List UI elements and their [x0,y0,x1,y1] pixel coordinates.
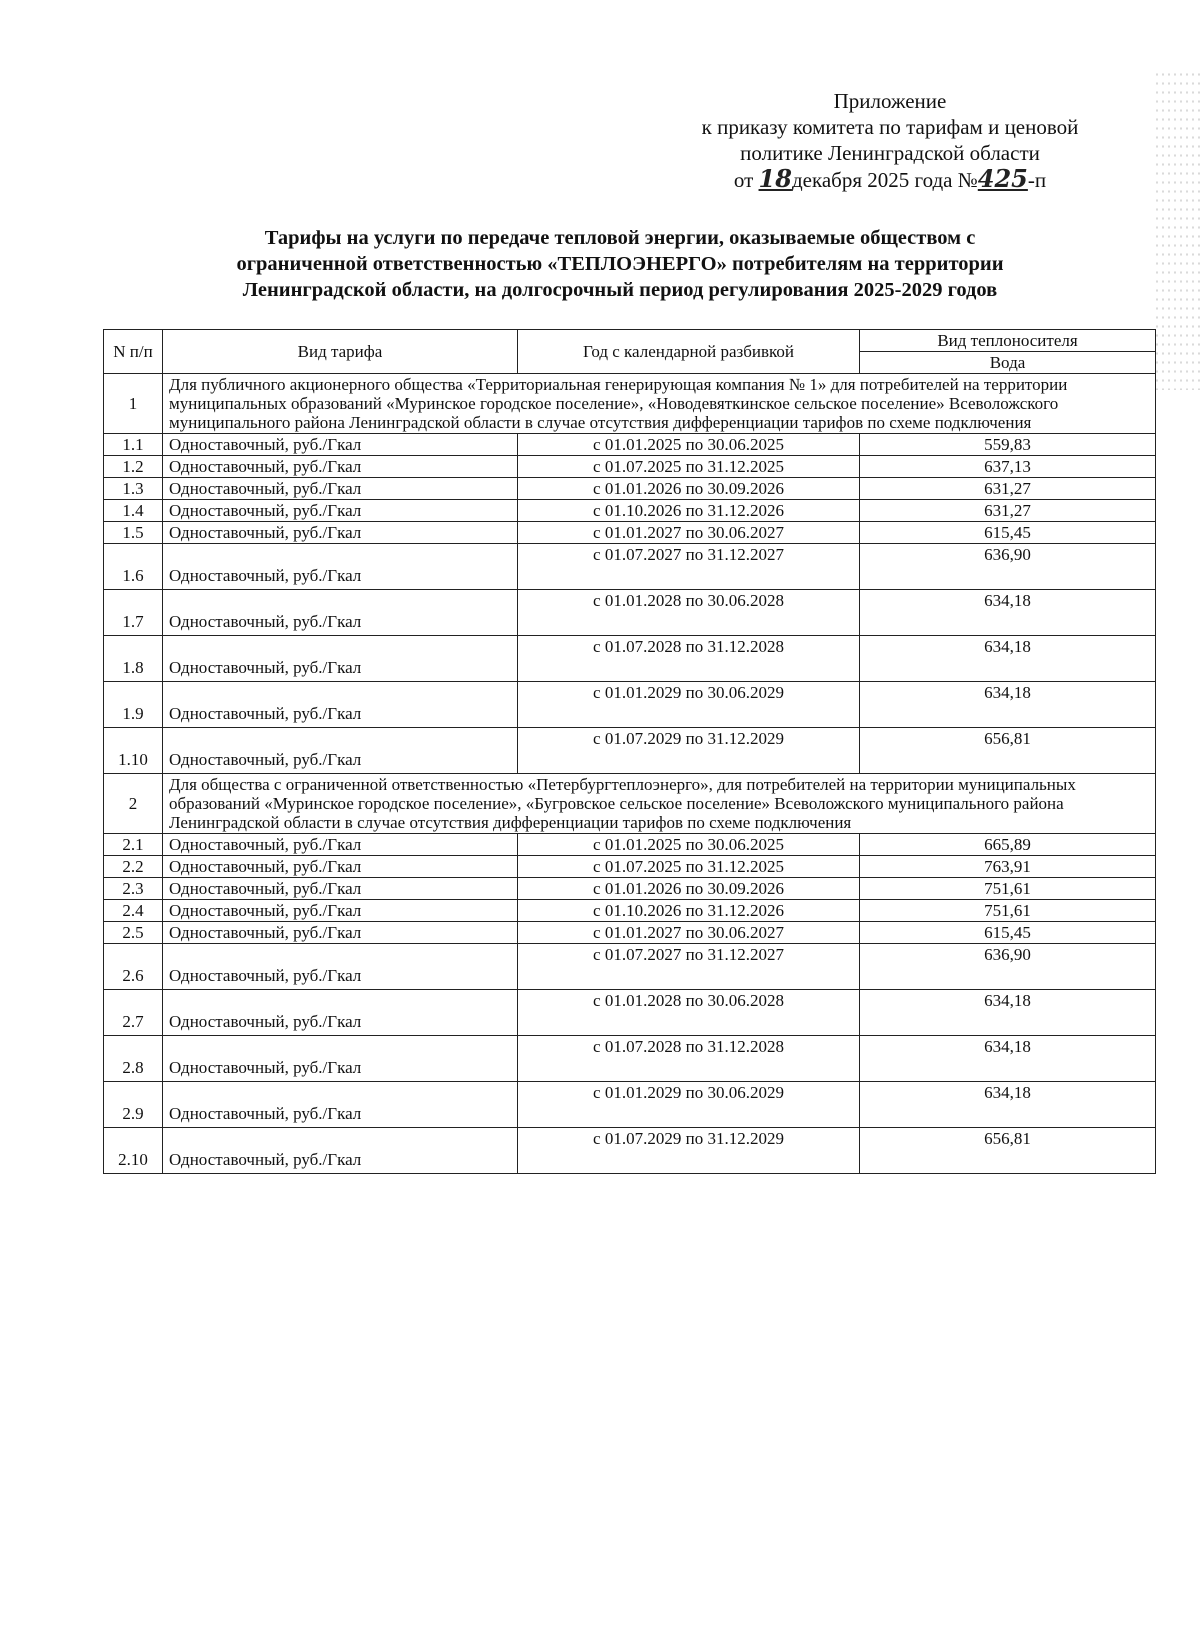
table-row [104,922,1156,944]
row-value: 559,83 [860,434,1156,456]
handwritten-number: 425 [977,164,1028,193]
row-value: 656,81 [860,1128,1156,1174]
row-period: с 01.07.2027 по 31.12.2027 [518,944,860,990]
row-period: с 01.01.2025 по 30.06.2025 [518,434,860,456]
row-value: 763,91 [860,856,1156,878]
row-num: 1.4 [104,500,163,522]
table-row [104,434,1156,456]
date-middle: декабря 2025 года № [791,168,978,192]
row-tariff-type: Одноставочный, руб./Гкал [163,1036,518,1082]
row-period: с 01.07.2027 по 31.12.2027 [518,544,860,590]
row-tariff-type: Одноставочный, руб./Гкал [163,522,518,544]
table-row [104,1082,1156,1128]
table-row [104,944,1156,990]
row-num: 2.3 [104,878,163,900]
row-num: 2.7 [104,990,163,1036]
row-tariff-type: Одноставочный, руб./Гкал [163,990,518,1036]
row-tariff-type: Одноставочный, руб./Гкал [163,544,518,590]
row-value: 636,90 [860,544,1156,590]
row-value: 634,18 [860,590,1156,636]
table-row [104,478,1156,500]
row-period: с 01.01.2026 по 30.09.2026 [518,878,860,900]
row-tariff-type: Одноставочный, руб./Гкал [163,856,518,878]
row-value: 634,18 [860,682,1156,728]
row-num: 2.1 [104,834,163,856]
row-value: 751,61 [860,900,1156,922]
row-num: 2.10 [104,1128,163,1174]
date-suffix: -п [1027,168,1047,192]
row-tariff-type: Одноставочный, руб./Гкал [163,1128,518,1174]
row-period: с 01.07.2025 по 31.12.2025 [518,456,860,478]
row-tariff-type: Одноставочный, руб./Гкал [163,478,518,500]
header-period: Год с календарной разбивкой [518,330,860,374]
header-carrier-water: Вода [860,352,1156,374]
section-row [104,774,1156,834]
scan-noise-edge [1154,70,1200,390]
row-num: 2.9 [104,1082,163,1128]
header-num: N п/п [104,330,163,374]
row-period: с 01.01.2027 по 30.06.2027 [518,922,860,944]
header-tariff-type: Вид тарифа [163,330,518,374]
row-value: 665,89 [860,834,1156,856]
row-period: с 01.07.2025 по 31.12.2025 [518,856,860,878]
appendix-line-1: Приложение [833,89,947,113]
row-tariff-type: Одноставочный, руб./Гкал [163,728,518,774]
row-period: с 01.01.2028 по 30.06.2028 [518,990,860,1036]
row-value: 656,81 [860,728,1156,774]
row-value: 631,27 [860,500,1156,522]
row-num: 1.9 [104,682,163,728]
row-num: 1.10 [104,728,163,774]
row-value: 634,18 [860,990,1156,1036]
row-value: 751,61 [860,878,1156,900]
table-row [104,590,1156,636]
row-value: 634,18 [860,636,1156,682]
row-value: 615,45 [860,922,1156,944]
table-row [104,878,1156,900]
row-num: 2.2 [104,856,163,878]
appendix-date-line [640,166,1140,193]
row-value: 636,90 [860,944,1156,990]
table-row [104,522,1156,544]
section-num: 2 [104,774,163,834]
row-tariff-type: Одноставочный, руб./Гкал [163,944,518,990]
appendix-block [640,88,1140,193]
row-period: с 01.01.2026 по 30.09.2026 [518,478,860,500]
row-num: 1.3 [104,478,163,500]
row-tariff-type: Одноставочный, руб./Гкал [163,434,518,456]
table-row [104,456,1156,478]
row-num: 1.6 [104,544,163,590]
table-row [104,1128,1156,1174]
table-row [104,834,1156,856]
tariff-table-header [104,330,1156,374]
row-tariff-type: Одноставочный, руб./Гкал [163,636,518,682]
row-period: с 01.01.2029 по 30.06.2029 [518,1082,860,1128]
section-row [104,374,1156,434]
row-period: с 01.01.2027 по 30.06.2027 [518,522,860,544]
row-tariff-type: Одноставочный, руб./Гкал [163,500,518,522]
row-period: с 01.01.2029 по 30.06.2029 [518,682,860,728]
row-tariff-type: Одноставочный, руб./Гкал [163,922,518,944]
title-line-3: Ленинградской области, на долгосрочный период регулирования 2025-2029 годов [242,279,998,301]
row-tariff-type: Одноставочный, руб./Гкал [163,590,518,636]
row-period: с 01.10.2026 по 31.12.2026 [518,900,860,922]
row-period: с 01.07.2029 по 31.12.2029 [518,728,860,774]
row-num: 2.5 [104,922,163,944]
appendix-line-3: политике Ленинградской области [740,141,1040,165]
document-title [120,225,1120,303]
row-tariff-type: Одноставочный, руб./Гкал [163,682,518,728]
row-num: 1.7 [104,590,163,636]
tariff-table-body [104,374,1156,1174]
title-line-2: ограниченной ответственностью «ТЕПЛОЭНЕРГО» потребителям на территории [236,253,1004,275]
row-period: с 01.01.2028 по 30.06.2028 [518,590,860,636]
row-num: 2.8 [104,1036,163,1082]
row-period: с 01.07.2028 по 31.12.2028 [518,636,860,682]
row-num: 1.2 [104,456,163,478]
row-value: 634,18 [860,1036,1156,1082]
table-row [104,728,1156,774]
row-value: 634,18 [860,1082,1156,1128]
row-num: 1.5 [104,522,163,544]
section-description: Для публичного акционерного общества «Территориальная генерирующая компания № 1» для потребителей на территории муниципальных образований «Муринское городское поселение», «Новодевяткинское сельское поселение» Всеволожского муниципального района Ленинградской области в случае отсутствия дифференциации тарифов по схеме подключения [163,374,1156,434]
row-value: 615,45 [860,522,1156,544]
row-num: 1.8 [104,636,163,682]
table-row [104,500,1156,522]
table-row [104,1036,1156,1082]
date-prefix: от [733,168,754,192]
row-period: с 01.07.2028 по 31.12.2028 [518,1036,860,1082]
header-carrier: Вид теплоносителя [860,330,1156,352]
row-value: 631,27 [860,478,1156,500]
row-tariff-type: Одноставочный, руб./Гкал [163,1082,518,1128]
tariff-table [103,329,1156,1174]
row-tariff-type: Одноставочный, руб./Гкал [163,456,518,478]
row-num: 1.1 [104,434,163,456]
row-value: 637,13 [860,456,1156,478]
handwritten-day: 18 [758,164,792,193]
row-num: 2.4 [104,900,163,922]
row-tariff-type: Одноставочный, руб./Гкал [163,834,518,856]
row-period: с 01.10.2026 по 31.12.2026 [518,500,860,522]
row-tariff-type: Одноставочный, руб./Гкал [163,900,518,922]
section-description: Для общества с ограниченной ответственностью «Петербургтеплоэнерго», для потребителей на территории муниципальных образований «Муринское городское поселение», «Бугровское сельское поселение» Всеволожского муниципального района Ленинградской области в случае отсутствия дифференциации тарифов по схеме подключения [163,774,1156,834]
row-period: с 01.07.2029 по 31.12.2029 [518,1128,860,1174]
table-row [104,856,1156,878]
table-row [104,990,1156,1036]
table-row [104,900,1156,922]
table-row [104,636,1156,682]
row-tariff-type: Одноставочный, руб./Гкал [163,878,518,900]
row-num: 2.6 [104,944,163,990]
row-period: с 01.01.2025 по 30.06.2025 [518,834,860,856]
appendix-line-2: к приказу комитета по тарифам и ценовой [701,115,1079,139]
section-num: 1 [104,374,163,434]
table-row [104,544,1156,590]
table-row [104,682,1156,728]
title-line-1: Тарифы на услуги по передаче тепловой энергии, оказываемые обществом с [264,227,976,249]
